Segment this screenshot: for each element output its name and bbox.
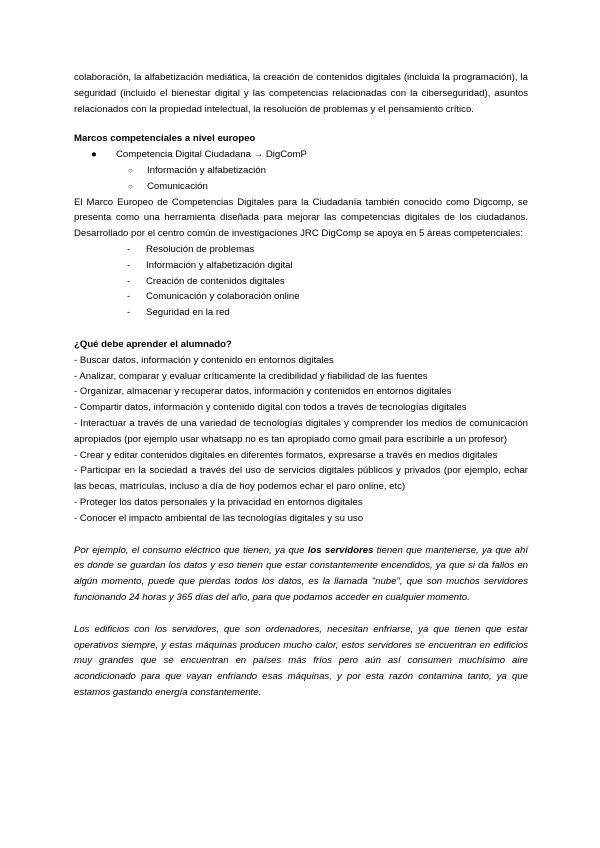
area-text: Comunicación y colaboración online: [146, 291, 300, 303]
sub-bullet-item: [74, 179, 528, 195]
list-item: - Conocer el impacto ambiental de las tecnologías digitales y su uso: [74, 512, 364, 524]
text-run: tienen que mantenerse, ya que ahí es donde se guardan los datos y eso tienen que estar constantemente encendidos, ya que si da fallos en algún momento, puede que pierdas todos los datos, es la llamada "nube", que son muchos servidores funcionando 24 horas y 365 días del año, para que podamos acceder en cualquier momento.: [74, 544, 528, 603]
dash-marker: -: [127, 243, 131, 255]
dash-marker: -: [127, 275, 131, 287]
hollow-circle-icon: ○: [128, 181, 133, 191]
area-item: [74, 274, 528, 290]
bullet-item: [74, 147, 528, 163]
area-item: [74, 258, 528, 274]
dash-marker: -: [127, 259, 131, 271]
sub-bullet-item: [74, 163, 528, 179]
bold-text-run: los servidores: [307, 544, 374, 556]
hollow-circle-icon: ○: [128, 165, 133, 175]
sub-bullet-text: Comunicación: [147, 180, 208, 192]
intro-paragraph: colaboración, la alfabetización mediática, la creación de contenidos digitales (incluida la programación), la seguridad (incluido el bienestar digital y las competencias relacionadas con la ciberseguridad), asuntos relacionados con la propiedad intelectual, la resolución de problemas y el pensamiento crítico.: [74, 72, 528, 115]
area-item: [74, 305, 528, 321]
list-item: - Buscar datos, información y contenido en entornos digitales: [74, 354, 334, 366]
area-text: Creación de contenidos digitales: [146, 275, 285, 287]
italic-paragraph-buildings: Los edificios con los servidores, que son ordenadores, necesitan enfriarse, ya que tienen que estar operativos siempre, y estas máquinas producen mucho calor, estos servidores se encuentran en edificios muy grandes que se encuentran en países más fríos pero aún así consumen muchísimo aire acondicionado para que vayan enfriando esas máquinas, y por esta razón contamina tanto, ya que estamos gastando energía constantemente.: [74, 623, 528, 698]
list-item: - Participar en la sociedad a través del uso de servicios digitales públicos y privados (por ejemplo, echar las becas, matrículas, incluso a día de hoy podemos echar el paro online, etc): [74, 465, 528, 493]
list-item: - Analizar, comparar y evaluar críticamente la credibilidad y fiabilidad de las fuentes: [74, 370, 428, 382]
dash-marker: -: [127, 291, 131, 303]
digcomp-paragraph: El Marco Europeo de Competencias Digitales para la Ciudadanía también conocido como Digcomp, se presenta como una herramienta diseñada para mejorar las competencias digitales de los ciudadanos. Desarrollado por el centro común de investigaciones JRC DigComp se apoya en 5 áreas competenciales:: [74, 196, 528, 240]
list-item: - Crear y editar contenidos digitales en diferentes formatos, expresarse a través en medios digitales: [74, 449, 498, 461]
list-item: - Compartir datos, información y contenido digital con todos a través de tecnologías digitales: [74, 402, 467, 414]
area-item: [74, 289, 528, 305]
list-item: - Interactuar a través de una variedad de tecnologías digitales y comprender los medios de comunicación apropiados (por ejemplo usar whatsapp no es tan apropiado como gmail para escribirle a un profesor): [74, 417, 528, 445]
document-page: [74, 70, 528, 701]
area-text: Resolución de problemas: [146, 243, 255, 255]
sub-bullet-text: Información y alfabetización: [147, 164, 266, 176]
area-text: Seguridad en la red: [146, 307, 230, 319]
area-text: Información y alfabetización digital: [146, 259, 293, 271]
list-item: - Organizar, almacenar y recuperar datos, información y contenidos en entornos digitales: [74, 386, 452, 398]
bullet-text: Competencia Digital Ciudadana → DigComP: [116, 149, 307, 161]
area-item: [74, 242, 528, 258]
bullet-dot-icon: ●: [91, 149, 97, 161]
dash-marker: -: [127, 307, 131, 319]
list-item: - Proteger los datos personales y la privacidad en entornos digitales: [74, 496, 363, 508]
italic-paragraph-servers: [74, 543, 528, 606]
section-heading-alumnado: ¿Qué debe aprender el alumnado?: [74, 338, 232, 350]
section-heading-marcos: Marcos competenciales a nivel europeo: [74, 133, 256, 145]
text-run: Por ejemplo, el consumo eléctrico que tienen, ya que: [74, 544, 308, 556]
